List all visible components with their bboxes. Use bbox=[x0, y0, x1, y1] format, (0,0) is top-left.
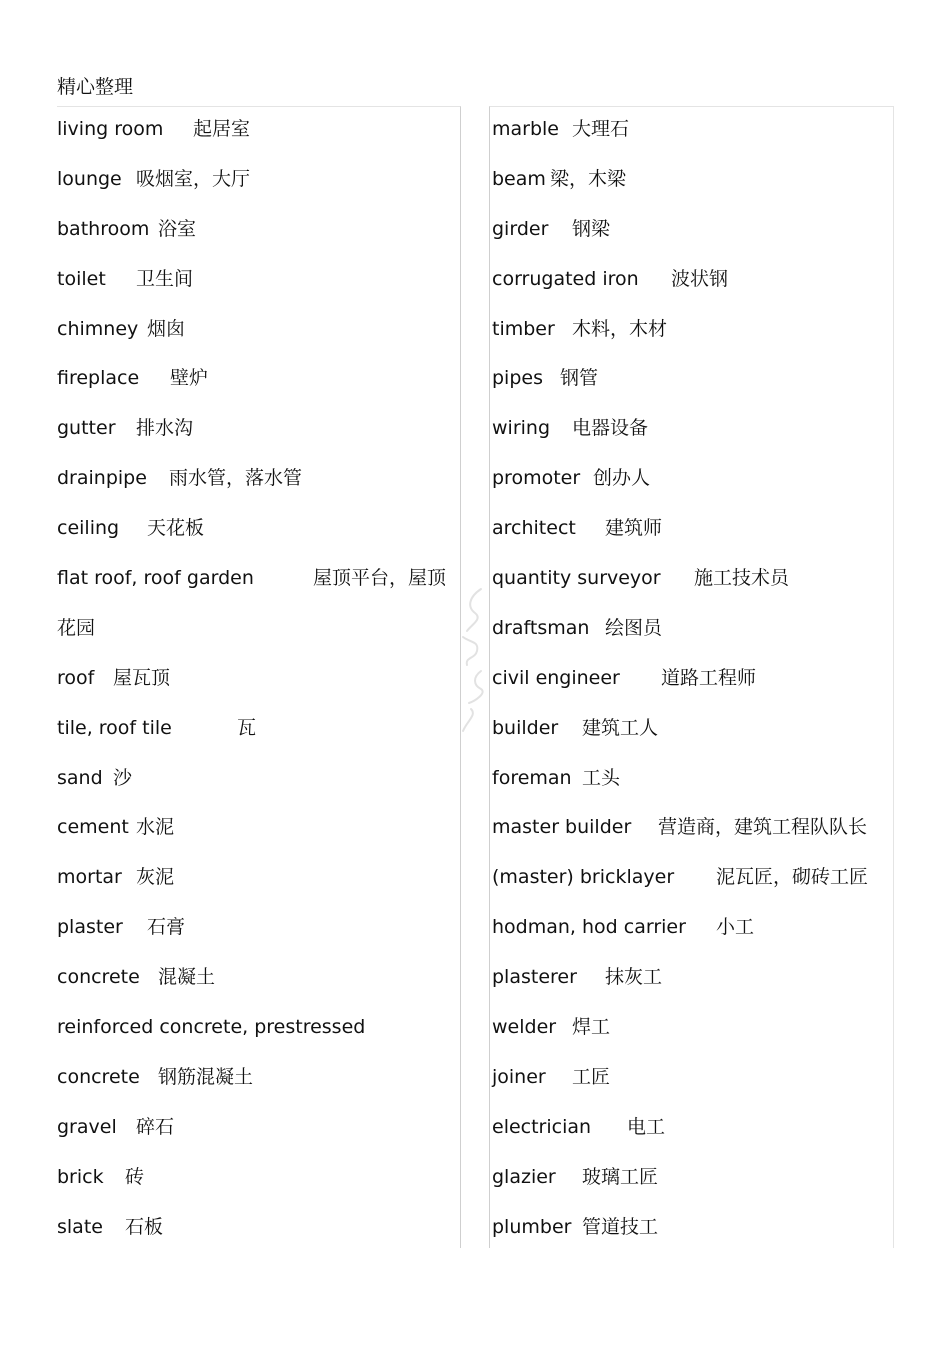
vocab-row bbox=[492, 1105, 893, 1155]
vocab-row bbox=[57, 307, 460, 357]
chinese-term: 大理石 bbox=[572, 118, 630, 140]
chinese-term: 焊工 bbox=[572, 1016, 611, 1039]
english-term: gravel bbox=[57, 1115, 117, 1138]
english-term: welder bbox=[492, 1016, 557, 1039]
chinese-term: 屋顶平台，屋顶 bbox=[313, 567, 447, 590]
vocab-row bbox=[492, 207, 893, 257]
english-term: tile, roof tile bbox=[57, 716, 172, 739]
vocab-row bbox=[57, 1005, 460, 1055]
english-term: living room bbox=[57, 118, 164, 140]
chinese-term: 小工 bbox=[716, 916, 755, 939]
vocab-row bbox=[492, 855, 893, 905]
chinese-term: 建筑工人 bbox=[582, 716, 659, 739]
vocab-row bbox=[492, 905, 893, 955]
vocab-row bbox=[57, 506, 460, 556]
chinese-term: 瓦 bbox=[237, 716, 257, 739]
english-term: ceiling bbox=[57, 517, 120, 540]
vocab-row bbox=[492, 456, 893, 506]
english-term: chimney bbox=[57, 317, 139, 340]
vocab-row bbox=[57, 1105, 460, 1155]
chinese-term: 建筑师 bbox=[605, 517, 663, 540]
chinese-term: 道路工程师 bbox=[661, 666, 757, 689]
chinese-term: 水泥 bbox=[136, 816, 175, 839]
english-term: timber bbox=[492, 317, 555, 340]
vocab-row bbox=[57, 356, 460, 406]
english-term: plasterer bbox=[492, 966, 577, 989]
english-term: girder bbox=[492, 217, 549, 240]
chinese-term: 石膏 bbox=[147, 916, 186, 939]
chinese-term: 钢管 bbox=[560, 367, 599, 390]
vocab-row bbox=[57, 1205, 460, 1255]
english-term: joiner bbox=[492, 1065, 546, 1088]
english-term: reinforced concrete, prestressed bbox=[57, 1016, 366, 1039]
chinese-term: 屋瓦顶 bbox=[113, 666, 171, 689]
vocab-row bbox=[57, 756, 460, 806]
vocab-row bbox=[57, 706, 460, 756]
vocab-row bbox=[57, 656, 460, 706]
watermark-icon bbox=[455, 585, 495, 735]
english-term: (master) bricklayer bbox=[492, 866, 675, 889]
chinese-term: 泥瓦匠，砌砖工匠 bbox=[716, 866, 869, 889]
vocab-row bbox=[57, 556, 460, 606]
chinese-term: 灰泥 bbox=[136, 866, 175, 889]
english-term: bathroom bbox=[57, 217, 150, 240]
vocab-row bbox=[492, 656, 893, 706]
english-term: marble bbox=[492, 118, 559, 140]
english-term: concrete bbox=[57, 966, 140, 989]
chinese-term: 烟囱 bbox=[147, 317, 186, 340]
vocab-row bbox=[57, 955, 460, 1005]
vocab-row bbox=[57, 207, 460, 257]
vocab-row bbox=[492, 356, 893, 406]
chinese-term: 抹灰工 bbox=[605, 966, 663, 989]
vocab-row bbox=[492, 157, 893, 207]
english-term: builder bbox=[492, 716, 559, 739]
vocab-row bbox=[492, 1205, 893, 1255]
english-term: sand bbox=[57, 766, 103, 789]
english-term: cement bbox=[57, 816, 129, 839]
english-term: hodman, hod carrier bbox=[492, 916, 686, 939]
vocab-row bbox=[492, 955, 893, 1005]
vocab-row bbox=[492, 1005, 893, 1055]
chinese-term: 卫生间 bbox=[136, 267, 194, 290]
english-term: flat roof, roof garden bbox=[57, 567, 254, 590]
chinese-term: 吸烟室，大厅 bbox=[136, 167, 251, 190]
chinese-term: 管道技工 bbox=[582, 1215, 659, 1238]
vocab-row bbox=[57, 456, 460, 506]
chinese-term: 营造商，建筑工程队队长 bbox=[658, 816, 868, 839]
chinese-term: 排水沟 bbox=[136, 417, 194, 440]
chinese-term: 木料，木材 bbox=[572, 317, 668, 340]
vocab-row bbox=[57, 905, 460, 955]
right-column bbox=[489, 106, 894, 1248]
chinese-term: 施工技术员 bbox=[694, 567, 790, 590]
english-term: drainpipe bbox=[57, 467, 147, 490]
chinese-term: 工头 bbox=[582, 766, 621, 789]
english-term: fireplace bbox=[57, 367, 140, 390]
vocab-row bbox=[492, 107, 893, 157]
english-term: corrugated iron bbox=[492, 267, 639, 290]
vocab-row bbox=[492, 706, 893, 756]
chinese-term: 电工 bbox=[627, 1115, 666, 1138]
english-term: slate bbox=[57, 1215, 103, 1238]
chinese-term: 波状钢 bbox=[671, 267, 729, 290]
vocab-row bbox=[57, 406, 460, 456]
english-term: lounge bbox=[57, 167, 122, 190]
english-term: toilet bbox=[57, 267, 106, 290]
english-term: pipes bbox=[492, 367, 543, 390]
vocab-row bbox=[57, 606, 460, 656]
chinese-term: 碎石 bbox=[136, 1115, 175, 1138]
vocab-row bbox=[57, 257, 460, 307]
chinese-term: 砖 bbox=[125, 1165, 145, 1188]
chinese-term: 沙 bbox=[113, 766, 133, 789]
chinese-term: 天花板 bbox=[147, 517, 205, 540]
english-term: brick bbox=[57, 1165, 104, 1188]
vocab-row bbox=[492, 606, 893, 656]
english-term: civil engineer bbox=[492, 666, 620, 689]
vocab-list-left bbox=[57, 107, 460, 1254]
english-term: quantity surveyor bbox=[492, 567, 661, 590]
english-term: foreman bbox=[492, 766, 572, 789]
chinese-term: 钢梁 bbox=[572, 217, 611, 240]
vocab-row bbox=[57, 107, 460, 157]
vocab-row bbox=[492, 307, 893, 357]
chinese-term: 起居室 bbox=[193, 118, 251, 140]
english-term: gutter bbox=[57, 417, 116, 440]
left-column bbox=[57, 106, 461, 1248]
chinese-term: 钢筋混凝土 bbox=[158, 1065, 254, 1088]
vocab-row bbox=[57, 157, 460, 207]
vocab-row bbox=[492, 506, 893, 556]
vocab-row bbox=[492, 756, 893, 806]
english-term: wiring bbox=[492, 417, 551, 440]
chinese-term: 梁，木梁 bbox=[550, 167, 627, 190]
chinese-term: 雨水管，落水管 bbox=[169, 467, 303, 490]
english-term: architect bbox=[492, 517, 576, 540]
vocab-list-right bbox=[490, 107, 893, 1254]
chinese-term: 石板 bbox=[125, 1215, 164, 1238]
english-term: draftsman bbox=[492, 616, 590, 639]
english-term: electrician bbox=[492, 1115, 592, 1138]
chinese-term: 壁炉 bbox=[170, 367, 209, 390]
vocab-row bbox=[57, 1155, 460, 1205]
chinese-term: 浴室 bbox=[158, 217, 197, 240]
chinese-term: 绘图员 bbox=[605, 616, 663, 639]
vocab-row bbox=[57, 1055, 460, 1105]
english-term: 花园 bbox=[57, 616, 96, 639]
chinese-term: 创办人 bbox=[593, 467, 651, 490]
vocab-row bbox=[492, 556, 893, 606]
page-title: 精心整理 bbox=[57, 76, 134, 98]
vocab-row bbox=[492, 1155, 893, 1205]
english-term: plumber bbox=[492, 1215, 572, 1238]
vocab-row bbox=[492, 805, 893, 855]
vocab-row bbox=[492, 257, 893, 307]
vocab-row bbox=[57, 805, 460, 855]
chinese-term: 混凝土 bbox=[158, 966, 216, 989]
english-term: concrete bbox=[57, 1065, 140, 1088]
chinese-term: 电器设备 bbox=[572, 417, 649, 440]
vocab-row bbox=[492, 406, 893, 456]
english-term: master builder bbox=[492, 816, 632, 839]
english-term: roof bbox=[57, 666, 95, 689]
english-term: glazier bbox=[492, 1165, 556, 1188]
english-term: mortar bbox=[57, 866, 122, 889]
vocab-row bbox=[492, 1055, 893, 1105]
chinese-term: 玻璃工匠 bbox=[582, 1165, 659, 1188]
english-term: beam bbox=[492, 167, 546, 190]
english-term: plaster bbox=[57, 916, 123, 939]
english-term: promoter bbox=[492, 467, 581, 490]
vocab-row bbox=[57, 855, 460, 905]
chinese-term: 工匠 bbox=[572, 1065, 611, 1088]
